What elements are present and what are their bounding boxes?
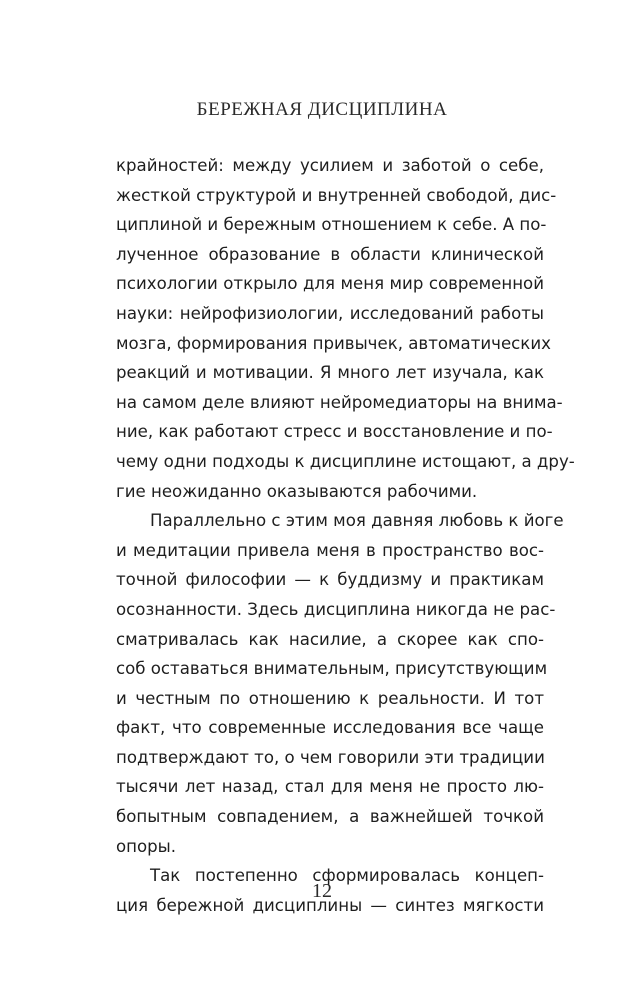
text-line: на самом деле влияют нейромедиаторы на внима- bbox=[116, 392, 563, 412]
text-line: соб оставаться внимательным, присутствующим bbox=[116, 659, 548, 679]
text-line: лученное образование в области клинической bbox=[116, 244, 544, 264]
text-line: жесткой структурой и внутренней свободой, дис- bbox=[116, 185, 557, 205]
text-line: сматривалась как насилие, а скорее как спо- bbox=[116, 629, 544, 649]
text-line: гие неожиданно оказываются рабочими. bbox=[116, 481, 478, 501]
text-line: бопытным совпадением, а важнейшей точкой bbox=[116, 807, 544, 827]
text-line: реакций и мотивации. Я много лет изучала, как bbox=[116, 363, 544, 383]
text-line: ние, как работают стресс и восстановление и по- bbox=[116, 422, 553, 442]
text-line: точной философии — к буддизму и практикам bbox=[116, 570, 544, 590]
running-head: БЕРЕЖНАЯ ДИСЦИПЛИНА bbox=[196, 99, 448, 120]
text-line: циплиной и бережным отношением к себе. А по- bbox=[116, 215, 547, 235]
text-line: науки: нейрофизиологии, исследований работы bbox=[116, 303, 544, 323]
text-line: и медитации привела меня в пространство вос- bbox=[116, 540, 544, 560]
text-line: чему одни подходы к дисциплине истощают, а дру- bbox=[116, 451, 575, 471]
text-line: осознанности. Здесь дисциплина никогда не рас- bbox=[116, 599, 556, 619]
text-line: и честным по отношению к реальности. И тот bbox=[116, 688, 544, 708]
text-line: психологии открыло для меня мир современной bbox=[116, 274, 544, 294]
body-text bbox=[116, 151, 575, 920]
text-line: подтверждают то, о чем говорили эти традиции bbox=[116, 747, 545, 767]
text-line: мозга, формирования привычек, автоматических bbox=[116, 333, 551, 353]
text-line: тысячи лет назад, стал для меня не просто лю- bbox=[116, 777, 544, 797]
text-line: ция бережной дисциплины — синтез мягкости bbox=[116, 895, 544, 915]
text-line: факт, что современные исследования все чаще bbox=[116, 718, 544, 738]
text-line: Так постепенно сформировалась концеп- bbox=[150, 866, 544, 886]
text-line: опоры. bbox=[116, 836, 177, 856]
page-number: 12 bbox=[312, 880, 332, 902]
text-line: крайностей: между усилием и заботой о себе, bbox=[116, 156, 544, 175]
text-line: Параллельно с этим моя давняя любовь к йоге bbox=[150, 511, 564, 531]
